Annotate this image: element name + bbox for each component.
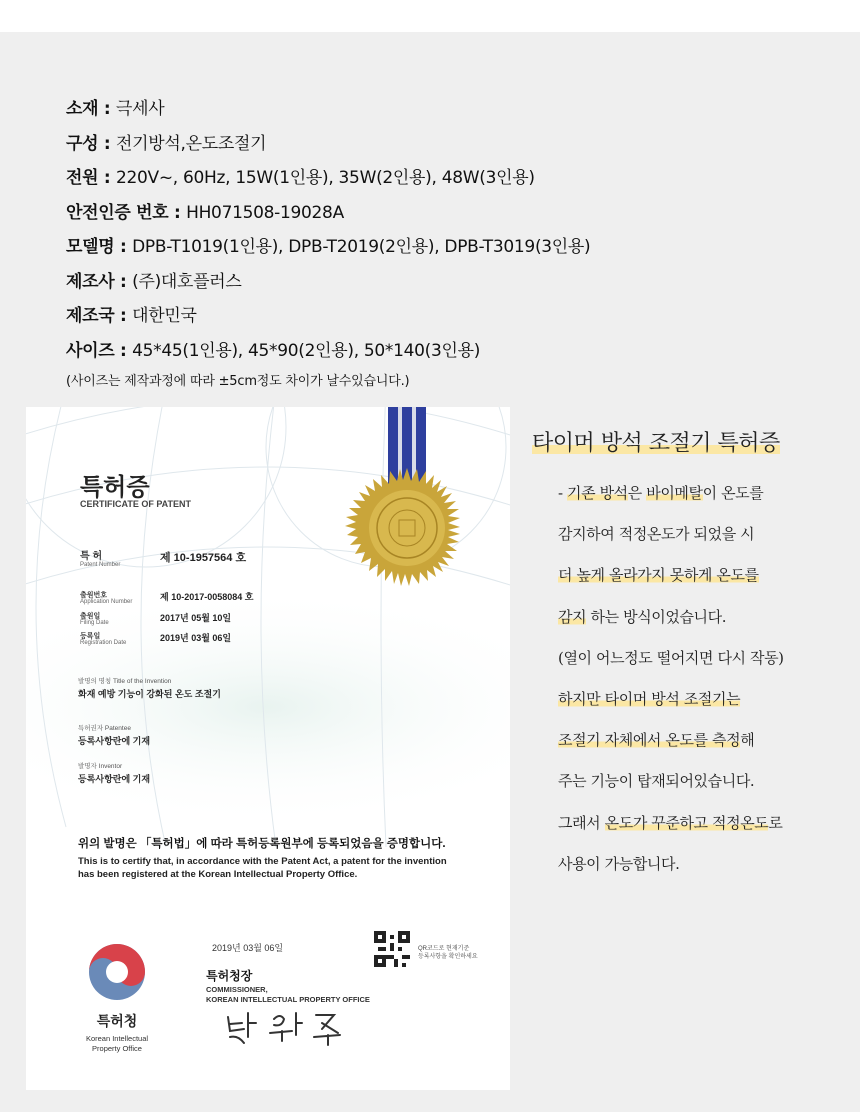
gold-seal-icon [344,467,470,593]
spec-size: 사이즈 : 45*45(1인용), 45*90(2인용), 50*140(3인용) [66,340,481,361]
registration-date: 2019년 03월 06일 [160,633,232,643]
description-line: 주는 기능이 탑재되어있습니다. [558,772,755,791]
top-band [0,0,860,32]
description-line: 하지만 타이머 방석 조절기는 [558,689,741,708]
application-label-en: Application Number [80,599,133,605]
description-line: 그래서 온도가 꾸준하고 적정온도로 [558,813,783,832]
inventor-label: 발명자 Inventor [78,763,123,770]
qr-code-icon [374,931,410,967]
patentee-label: 특허권자 Patentee [78,725,131,732]
application-number: 제 10-2017-0058084 호 [160,592,254,602]
description-body [558,478,858,890]
patent-number: 제 10-1957564 호 [160,552,247,564]
description-line: 조절기 자체에서 온도를 측정해 [558,731,755,750]
description-line: - 기존 방석은 바이메탈이 온도를 [558,484,764,502]
description-title: 타이머 방석 조절기 특허증 [532,426,780,457]
spec-material: 소재 : 극세사 [66,99,165,119]
spec-list [66,92,826,389]
filing-date-label-en: Filing Date [80,620,109,626]
spec-model: 모델명 : DPB-T1019(1인용), DPB-T2019(2인용), DPB-T3019(3인용) [66,237,591,257]
spec-power: 전원 : 220V~, 60Hz, 15W(1인용), 35W(2인용), 48W(3인용) [66,168,535,188]
issue-date: 2019년 03월 06일 [212,943,284,953]
description-line: (열이 어느정도 떨어지면 다시 작동) [558,648,784,667]
application-label: 출원번호 [80,592,108,599]
kipo-logo-icon [86,941,148,1003]
commissioner-title-en: COMMISSIONER, KOREAN INTELLECTUAL PROPERTY OFFICE [206,985,370,1004]
spec-size-note: (사이즈는 제작과정에 따라 ±5cm정도 차이가 날수있습니다.) [66,374,410,389]
invention-title: 화재 예방 기능이 강화된 온도 조절기 [78,689,221,699]
patent-number-label: 특 허 [80,551,103,562]
patent-number-label-en: Patent Number [80,562,121,568]
spec-composition: 구성 : 전기방석,온도조절기 [66,133,267,154]
description-line: 감지 하는 방식이었습니다. [558,607,727,626]
office-name: 특허청 [96,1013,138,1029]
description-line: 감지하여 적정온도가 되었을 시 [558,525,755,544]
inventor-value: 등록사항란에 기재 [78,774,151,784]
office-name-en: Korean Intellectual Property Office [85,1034,149,1053]
filing-date-label: 출원일 [80,613,101,620]
invention-title-label: 발명의 명칭 Title of the Invention [78,678,172,685]
description-line: 사용이 가능합니다. [558,854,680,873]
registration-date-label: 등록일 [80,633,101,640]
spec-safety-cert: 안전인증 번호 : HH071508-19028A [66,202,344,223]
spec-country: 제조국 : 대한민국 [66,306,197,326]
qr-note: QR코드로 현재기준 등록사항을 확인하세요 [418,946,478,960]
commissioner-signature [222,1007,352,1047]
description-line: 더 높게 올라가지 못하게 온도를 [558,566,759,585]
certification-statement-en: This is to certify that, in accordance with the Patent Act, a patent for the invention has been registered at the Korean Intellectual Property Office. [78,856,447,880]
certification-statement: 위의 발명은 「특허법」에 따라 특허등록원부에 등록되었음을 증명합니다. [78,838,446,850]
patentee-value: 등록사항란에 기재 [78,736,151,746]
certificate-title-en: CERTIFICATE OF PATENT [80,499,191,509]
spec-manufacturer: 제조사 : (주)대호플러스 [66,271,242,292]
patent-certificate [26,407,510,1090]
commissioner-title: 특허청장 [206,969,253,983]
registration-date-label-en: Registration Date [80,640,127,646]
filing-date: 2017년 05월 10일 [160,613,232,623]
certificate-title: 특허증 [80,474,150,501]
